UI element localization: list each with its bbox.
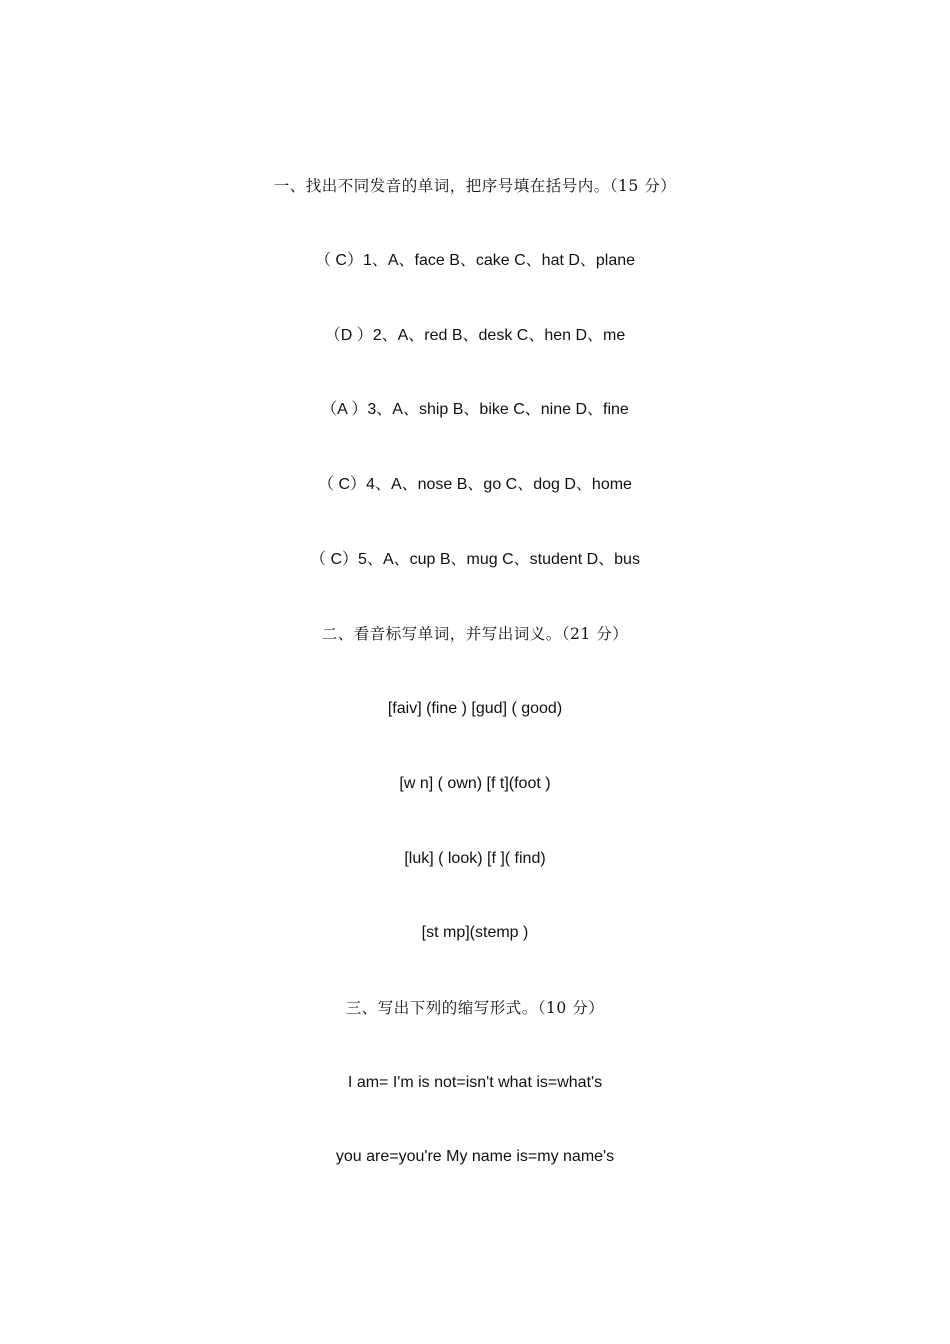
section-2-item-1: [faiv] (fine ) [gud] ( good): [387, 700, 563, 717]
section-3-item-1: I am= I'm is not=isn't what is=what's: [347, 1074, 603, 1091]
section-3-heading: 三、写出下列的缩写形式。（10 分）: [345, 999, 605, 1017]
section-3-item-2: you are=you're My name is=my name's: [335, 1148, 615, 1165]
section-1-heading: 一、找出不同发音的单词，把序号填在括号内。（15 分）: [273, 177, 677, 195]
section-1-item-5: （ C）5、A、cup B、mug C、student D、bus: [310, 551, 640, 568]
section-1-item-2: （D ）2、A、red B、desk C、hen D、me: [324, 327, 626, 344]
section-2-item-4: [st mp](stemp ): [421, 924, 529, 941]
section-2-item-2: [w n] ( own) [f t](foot ): [399, 775, 551, 792]
section-1-item-1: （ C）1、A、face B、cake C、hat D、plane: [314, 252, 636, 269]
section-2-heading: 二、看音标写单词，并写出词义。（21 分）: [321, 625, 629, 643]
section-2-item-3: [luk] ( look) [f ]( find): [404, 850, 546, 867]
section-1-item-4: （ C）4、A、nose B、go C、dog D、home: [318, 476, 632, 493]
section-1-item-3: （A ）3、A、ship B、bike C、nine D、fine: [321, 401, 629, 418]
